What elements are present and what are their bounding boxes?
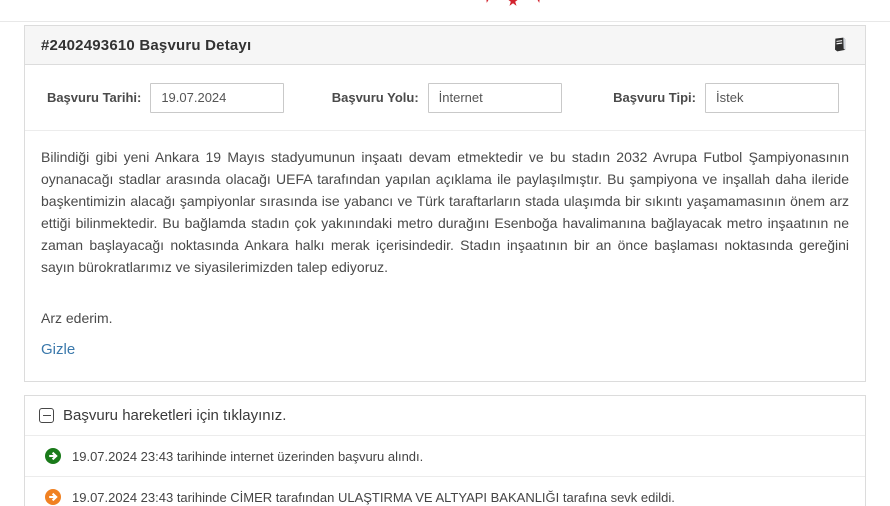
field-application-date	[29, 83, 306, 113]
movement-text: 19.07.2024 23:43 tarihinde internet üzerinden başvuru alındı.	[72, 448, 424, 464]
arrow-circle-icon	[45, 489, 61, 505]
movements-header-label: Başvuru hareketleri için tıklayınız.	[63, 407, 287, 424]
application-date-label: Başvuru Tarihi:	[46, 90, 142, 105]
arrow-circle-icon	[45, 448, 61, 464]
closing-text: Arz ederim.	[41, 310, 113, 326]
page-title: #2402493610 Başvuru Detayı	[41, 36, 252, 54]
application-channel-input[interactable]	[428, 83, 562, 113]
application-channel-label: Başvuru Yolu:	[331, 90, 419, 105]
application-detail-card	[24, 25, 866, 382]
detail-card-header	[25, 26, 865, 65]
field-application-type	[584, 83, 861, 113]
book-icon[interactable]	[830, 36, 849, 54]
movements-toggle[interactable]	[25, 396, 865, 436]
field-application-channel	[306, 83, 583, 113]
movement-row	[25, 436, 865, 477]
minus-square-icon	[39, 408, 54, 423]
application-type-label: Başvuru Tipi:	[613, 90, 696, 105]
movement-text: 19.07.2024 23:43 tarihinde CİMER tarafından ULAŞTIRMA VE ALTYAPI BAKANLIĞI tarafına sevk edildi.	[72, 489, 675, 505]
hide-link[interactable]: Gizle	[41, 341, 76, 358]
movements-card	[24, 395, 866, 506]
logo-stars-icon	[477, 0, 549, 10]
top-bar	[0, 0, 890, 22]
application-type-input[interactable]	[705, 83, 839, 113]
application-text: Bilindiği gibi yeni Ankara 19 Mayıs stadyumunun inşaatı devam etmektedir ve bu stadın 2032 Avrupa Futbol Şampiyonasının oynanacağı stadlar arasında olacağı UEFA tarafından yapılan açıklama ile paylaşılmıştır. Bu şampiyona ve inşallah daha ileride başkentimizin alacağı şampiyonlar sırasında ise yabancı ve Türk taraftarların stada ulaşımda bir sıkıntı yaşamamasının önem arz ettiği bilinmektedir. Bu bağlamda stadın çok yakınındaki metro durağını Esenboğa havalimanına bağlayacak metro inşaatının ne zaman başlayacağı noktasında Ankara halkı merak içerisindedir. Stadın inşaatının bir an önce başlaması noktasında gereğini sayın bürokratlarımız ve siyasilerimizden talep ediyoruz.	[41, 149, 849, 275]
movement-row	[25, 477, 865, 506]
application-fields-row	[25, 65, 865, 131]
application-date-input[interactable]	[150, 83, 284, 113]
application-body	[25, 131, 865, 381]
